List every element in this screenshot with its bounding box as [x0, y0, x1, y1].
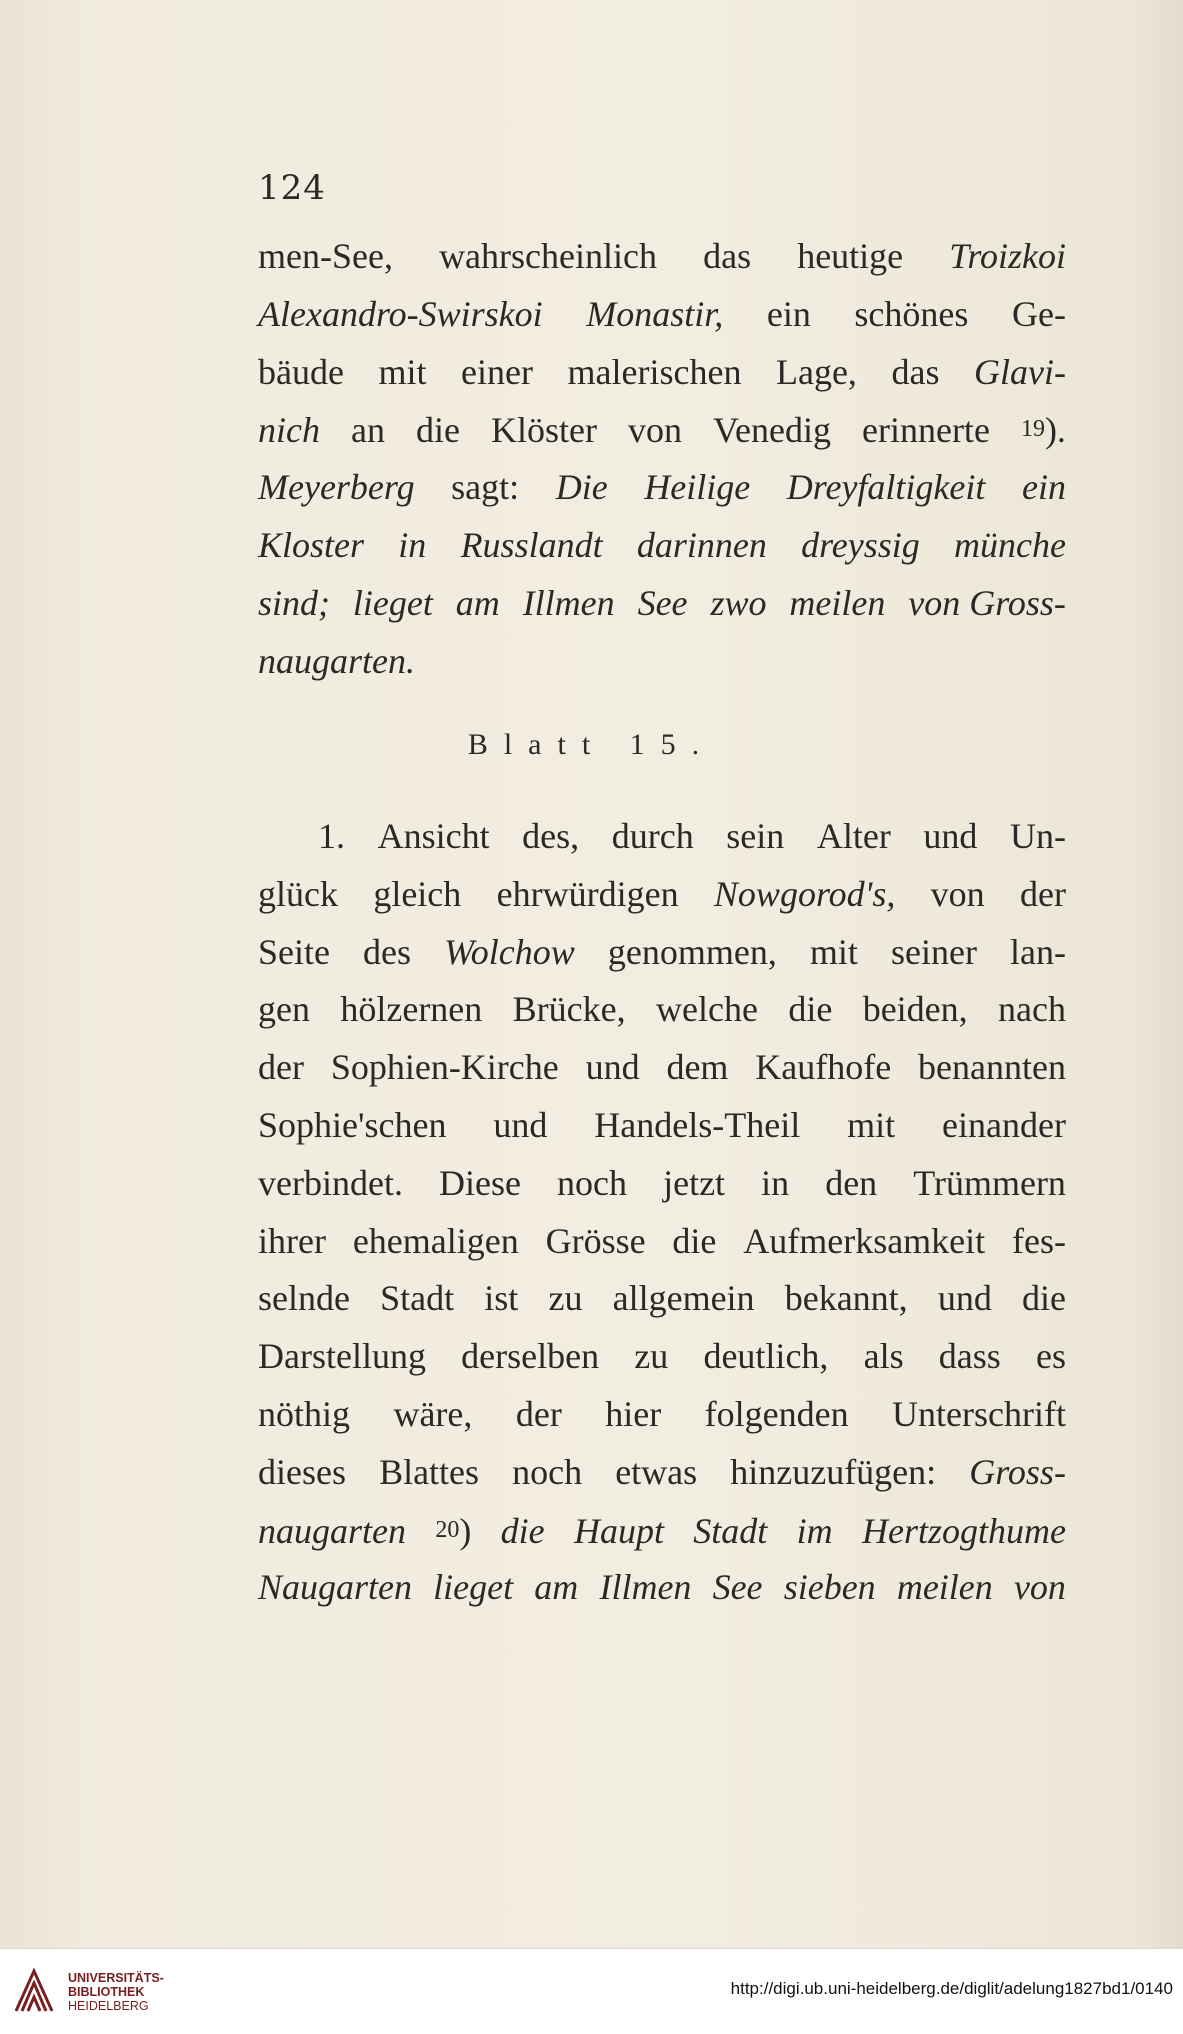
- word: Die: [555, 467, 608, 508]
- text-line: [258, 575, 1066, 633]
- word: sein: [726, 816, 785, 856]
- word: mit: [809, 931, 858, 972]
- word: ihrer: [258, 1220, 326, 1261]
- paragraph-2: [258, 808, 1066, 1617]
- word: wahrscheinlich: [439, 236, 657, 276]
- word: seiner: [890, 931, 977, 972]
- word: Lage,: [775, 351, 857, 392]
- word: und: [923, 816, 978, 856]
- section-heading: Blatt 15.: [467, 728, 716, 761]
- word: bäude: [258, 351, 344, 392]
- text-line: [258, 1328, 1066, 1386]
- word: und: [937, 1278, 992, 1319]
- word: als: [863, 1336, 904, 1377]
- word: im: [796, 1510, 833, 1551]
- word: zwo: [710, 582, 767, 623]
- word: $^{20}$): [435, 1510, 472, 1551]
- word: jetzt: [663, 1162, 726, 1203]
- word: Heilige: [644, 467, 751, 508]
- word: den: [825, 1162, 878, 1203]
- paragraph-1: [258, 228, 1066, 690]
- word: sagt:: [451, 467, 520, 508]
- text-line: [258, 228, 1066, 286]
- word: Stadt: [380, 1278, 455, 1319]
- word: und: [585, 1047, 640, 1088]
- library-name: [68, 1971, 164, 2013]
- word: schönes: [854, 293, 969, 334]
- word: fes-: [1012, 1220, 1066, 1261]
- heidelberg-library-logo-icon: [12, 1967, 56, 2015]
- text-line: [258, 633, 1066, 691]
- word: es: [1035, 1336, 1066, 1377]
- word: Stadt: [693, 1510, 768, 1551]
- word: Grösse: [545, 1220, 646, 1261]
- text-line: [258, 866, 1066, 924]
- word: lieget: [352, 582, 433, 623]
- text-line: [258, 286, 1066, 344]
- word: Handels-Theil: [594, 1104, 801, 1145]
- word: Illmen: [522, 582, 615, 623]
- library-name-line-2: BIBLIOTHEK: [68, 1985, 145, 1999]
- word: hinzuzufügen:: [730, 1451, 937, 1492]
- word: der: [1020, 873, 1066, 914]
- word: Sophie'schen: [258, 1104, 447, 1145]
- word: hölzernen: [340, 989, 483, 1030]
- word: $^{19}$).: [1020, 410, 1066, 451]
- word: ein: [766, 293, 811, 334]
- source-url[interactable]: http://digi.ub.uni-heidelberg.de/diglit/adelung1827bd1/0140: [730, 1979, 1173, 1998]
- word: Seite: [258, 931, 330, 972]
- word: beiden,: [862, 989, 968, 1030]
- word: und: [493, 1104, 548, 1145]
- text-line: [258, 808, 1066, 866]
- word: Meyerberg: [258, 467, 415, 508]
- word: deutlich,: [703, 1336, 829, 1377]
- word: Glavi-: [974, 351, 1066, 392]
- word: men-See,: [258, 236, 393, 276]
- word: von Gross-: [908, 582, 1066, 623]
- word: dreyssig: [801, 524, 920, 565]
- word: einander: [942, 1104, 1066, 1145]
- text-line: [258, 1386, 1066, 1444]
- word: an: [351, 410, 385, 451]
- word: Kaufhofe: [755, 1047, 892, 1088]
- word: 1.: [318, 816, 345, 856]
- text-line: [258, 1502, 1066, 1560]
- text-line: [258, 459, 1066, 517]
- word: ein: [1021, 467, 1066, 508]
- word: mit: [847, 1104, 896, 1145]
- word: Klöster: [491, 410, 597, 451]
- word: genommen,: [607, 931, 777, 972]
- word: See: [712, 1567, 763, 1608]
- word: Brücke,: [512, 989, 626, 1030]
- word: malerischen: [567, 351, 742, 392]
- word: dass: [938, 1336, 1001, 1377]
- word: noch: [557, 1162, 628, 1203]
- word: hier: [605, 1393, 662, 1434]
- word: lan-: [1010, 931, 1066, 972]
- word: von: [628, 410, 682, 451]
- word: Blattes: [379, 1451, 480, 1492]
- text-line: [258, 401, 1066, 459]
- word: mit: [378, 351, 427, 392]
- word: Venedig: [713, 410, 831, 451]
- word: Hertzogthume: [861, 1510, 1066, 1551]
- word: Gross-: [969, 1451, 1066, 1492]
- text-line: [258, 1270, 1066, 1328]
- text-line: [258, 924, 1066, 982]
- word: nöthig: [258, 1393, 351, 1434]
- word: benannten: [918, 1047, 1066, 1088]
- word: Unterschrift: [892, 1393, 1066, 1434]
- word: Aufmerksamkeit: [743, 1220, 986, 1261]
- word: durch: [611, 816, 694, 856]
- page-number: 124: [258, 168, 326, 208]
- word: Haupt: [573, 1510, 664, 1551]
- word: dem: [666, 1047, 729, 1088]
- word: glück: [258, 873, 338, 914]
- word: Un-: [1009, 816, 1066, 856]
- word: am: [534, 1567, 579, 1608]
- word: Troizkoi: [949, 236, 1066, 276]
- word: See: [637, 582, 688, 623]
- word: meilen: [896, 1567, 993, 1608]
- word: Darstellung: [258, 1336, 426, 1377]
- word: Alexandro-Swirskoi: [258, 293, 543, 334]
- word: Dreyfaltigkeit: [786, 467, 986, 508]
- word: verbindet.: [258, 1162, 403, 1203]
- word: lieget: [433, 1567, 514, 1608]
- word: bekannt,: [784, 1278, 908, 1319]
- word: Trümmern: [913, 1162, 1066, 1203]
- word: von: [930, 873, 985, 914]
- word: folgenden: [704, 1393, 849, 1434]
- word: die: [416, 410, 460, 451]
- word: welche: [656, 989, 758, 1030]
- word: wäre,: [393, 1393, 473, 1434]
- word: darinnen: [636, 524, 767, 565]
- word: nach: [998, 989, 1066, 1030]
- word: dieses: [258, 1451, 346, 1492]
- word: Naugarten: [258, 1567, 413, 1608]
- word: der: [515, 1393, 562, 1434]
- text-line: [258, 344, 1066, 402]
- word: die: [788, 989, 833, 1030]
- word: sind;: [258, 582, 330, 623]
- word: in: [398, 524, 427, 565]
- word: ehrwürdigen: [496, 873, 679, 914]
- text-line: [258, 1559, 1066, 1617]
- word: Wolchow: [444, 931, 575, 972]
- text-line: [258, 1444, 1066, 1502]
- word: Russlandt: [460, 524, 603, 565]
- word: Alter: [816, 816, 891, 856]
- word: erinnerte: [862, 410, 990, 451]
- word: gleich: [373, 873, 462, 914]
- word: des,: [522, 816, 580, 856]
- word: am: [455, 582, 500, 623]
- text-line: [258, 517, 1066, 575]
- word: derselben: [461, 1336, 600, 1377]
- text-line: [258, 981, 1066, 1039]
- word: Monastir,: [586, 293, 724, 334]
- word: von: [1013, 1567, 1066, 1608]
- word: naugarten.: [258, 640, 415, 681]
- word: Nowgorod's,: [713, 873, 896, 914]
- word: die: [672, 1220, 717, 1261]
- library-name-line-3: HEIDELBERG: [68, 1999, 149, 2013]
- text-line: [258, 1155, 1066, 1213]
- word: der: [258, 1047, 304, 1088]
- word: Kloster: [258, 524, 365, 565]
- text-line: [258, 1213, 1066, 1271]
- word: die: [1022, 1278, 1066, 1319]
- word: zu: [634, 1336, 669, 1377]
- word: Ansicht: [377, 816, 490, 856]
- word: in: [761, 1162, 790, 1203]
- word: das: [891, 351, 940, 392]
- word: heutige: [797, 236, 904, 276]
- word: des: [363, 931, 412, 972]
- word: die: [500, 1510, 545, 1551]
- word: etwas: [615, 1451, 698, 1492]
- word: Diese: [439, 1162, 521, 1203]
- word: allgemein: [612, 1278, 755, 1319]
- word: nich: [258, 410, 320, 451]
- word: Sophien-Kirche: [330, 1047, 559, 1088]
- word: ist: [484, 1278, 519, 1319]
- word: sieben: [783, 1567, 876, 1608]
- word: ehemaligen: [352, 1220, 519, 1261]
- word: Ge-: [1012, 293, 1066, 334]
- word: noch: [512, 1451, 583, 1492]
- word: münche: [954, 524, 1066, 565]
- library-name-line-1: UNIVERSITÄTS-: [68, 1971, 164, 1985]
- word: selnde: [258, 1278, 350, 1319]
- word: gen: [258, 989, 310, 1030]
- word: zu: [548, 1278, 583, 1319]
- word: Illmen: [599, 1567, 692, 1608]
- word: meilen: [789, 582, 886, 623]
- word: das: [703, 236, 752, 276]
- text-line: [258, 1097, 1066, 1155]
- footer-bar: [0, 1948, 1183, 2034]
- word: einer: [461, 351, 533, 392]
- text-line: [258, 1039, 1066, 1097]
- word: naugarten: [258, 1510, 406, 1551]
